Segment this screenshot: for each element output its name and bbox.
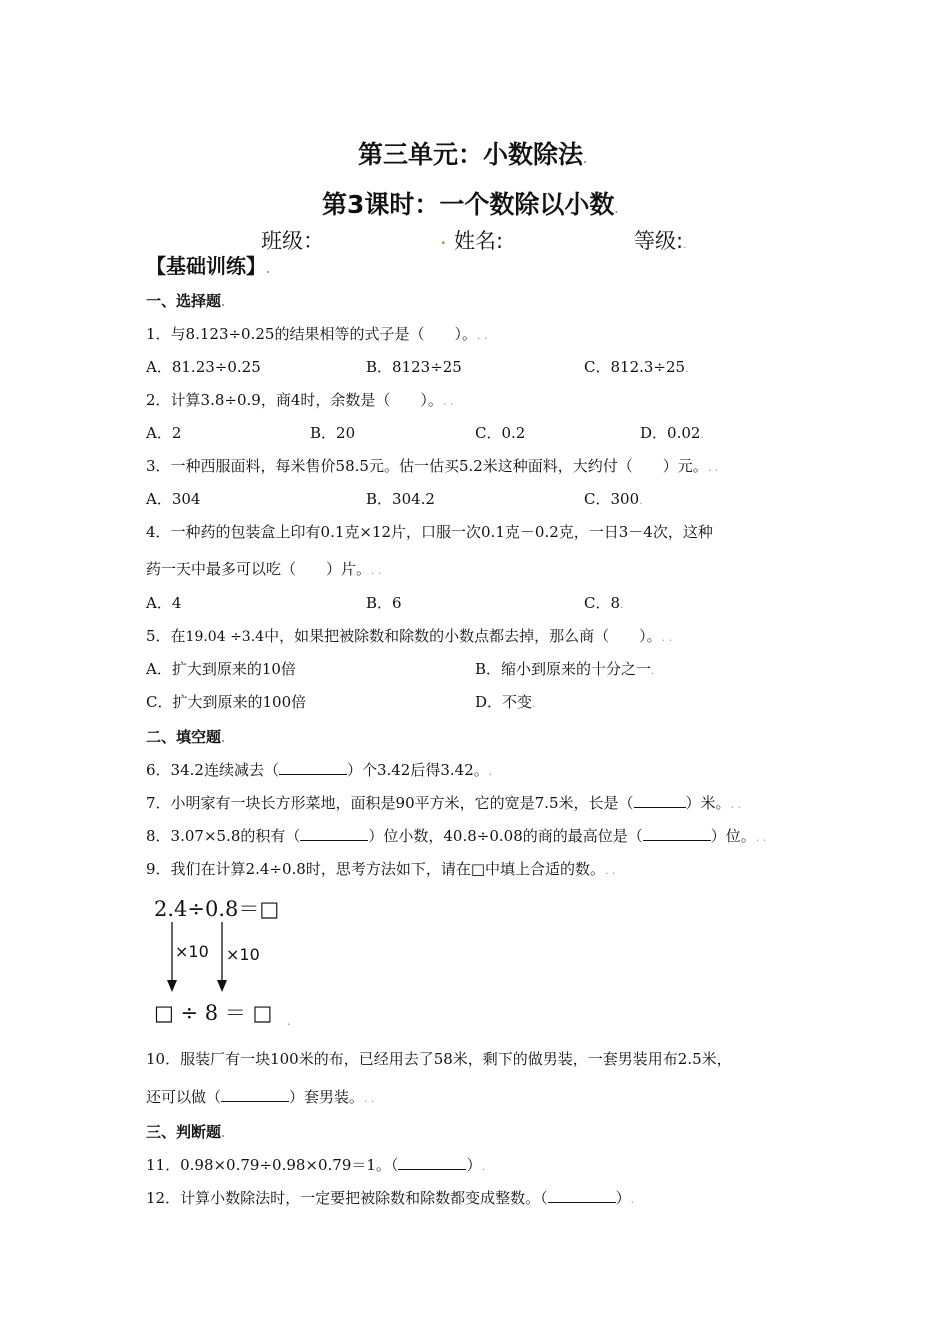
section-choice: 一、选择题. bbox=[146, 292, 226, 310]
q4-option-a: A．4 bbox=[146, 594, 182, 612]
q5-option-b: B．缩小到原来的十分之一. bbox=[475, 660, 655, 678]
q1-option-c: C．812.3÷25. bbox=[584, 358, 689, 376]
lesson-title: 第3课时：一个数除以小数. bbox=[322, 190, 619, 219]
q2-option-d: D．0.02. bbox=[640, 424, 704, 442]
q4-stem-line1: 4．一种药的包装盒上印有0.1克×12片，口服一次0.1克－0.2克，一日3－4次，这种 bbox=[146, 523, 713, 541]
q11: 11．0.98×0.79÷0.98×0.79＝1。（ ）. bbox=[146, 1156, 485, 1174]
q3-option-c: C．300. bbox=[584, 490, 643, 508]
q6: 6．34.2连续减去（ ）个3.42后得3.42。. bbox=[146, 761, 493, 779]
q1-stem: 1．与8.123÷0.25的结果相等的式子是（ ）。. . bbox=[146, 325, 488, 343]
diagram-top-equation: 2.4÷0.8＝□ bbox=[154, 897, 280, 921]
arrowhead-2-icon bbox=[217, 980, 227, 992]
q8-answer-blank-1[interactable] bbox=[300, 826, 368, 841]
diagram-tick-mark: ˛ bbox=[286, 1013, 292, 1026]
q4-stem-line2: 药一天中最多可以吃（ ）片。. . bbox=[146, 560, 382, 578]
q3-stem: 3．一种西服面料，每米售价58.5元。估一估买5.2米这种面料，大约付（ ）元。. . bbox=[146, 457, 719, 475]
q12-answer-blank[interactable] bbox=[548, 1188, 616, 1203]
q10-line2: 还可以做（ ）套男装。. . bbox=[146, 1088, 375, 1106]
unit-title: 第三单元：小数除法. bbox=[358, 140, 588, 169]
q1-option-a: A．81.23÷0.25 bbox=[146, 358, 261, 376]
q7: 7．小明家有一块长方形菜地，面积是90平方米，它的宽是7.5米，长是（ ）米。. . bbox=[146, 794, 742, 812]
q2-option-a: A．2 bbox=[146, 424, 182, 442]
grade-label: 等级:. bbox=[634, 229, 687, 253]
arrow2-label: ×10 bbox=[226, 945, 260, 964]
q12: 12．计算小数除法时，一定要把被除数和除数都变成整数。（ ）. bbox=[146, 1189, 635, 1207]
section-fill: 二、填空题. bbox=[146, 728, 226, 746]
q4-option-b: B．6 bbox=[366, 594, 402, 612]
q3-option-b: B．304.2 bbox=[366, 490, 435, 508]
q5-expression: 19.04 ÷3.4 bbox=[185, 629, 265, 645]
q10-line1: 10．服装厂有一块100米的布，已经用去了58米，剩下的做男装，一套男装用布2.5米， bbox=[146, 1050, 732, 1068]
arrow1-label: ×10 bbox=[175, 942, 209, 961]
q5-option-d: D．不变. bbox=[475, 693, 536, 711]
q8: 8．3.07×5.8的积有（ ）位小数，40.8÷0.08的商的最高位是（ ）位。. . bbox=[146, 827, 767, 845]
section-judge: 三、判断题. bbox=[146, 1123, 226, 1141]
q10-answer-blank[interactable] bbox=[221, 1087, 289, 1102]
q9-stem: 9．我们在计算2.4÷0.8时，思考方法如下，请在□中填上合适的数。. . bbox=[146, 860, 616, 878]
q2-stem: 2．计算3.8÷0.9，商4时，余数是（ ）。. . bbox=[146, 391, 454, 409]
q5-option-a: A．扩大到原来的10倍 bbox=[146, 660, 296, 678]
q7-answer-blank[interactable] bbox=[634, 793, 686, 808]
class-label: 班级： bbox=[261, 229, 324, 253]
q8-answer-blank-2[interactable] bbox=[643, 826, 711, 841]
name-label: 姓名: bbox=[454, 229, 504, 253]
q5-stem: 5．在19.04 ÷3.4中，如果把被除数和除数的小数点都去掉，那么商（ ）。. . bbox=[146, 627, 673, 645]
basic-training-heading: 【基础训练】. bbox=[146, 254, 271, 278]
q1-option-b: B．8123÷25 bbox=[366, 358, 462, 376]
q11-answer-blank[interactable] bbox=[398, 1155, 466, 1170]
diagram-bottom-equation: □ ÷ 8 ＝ □ bbox=[154, 1001, 273, 1025]
q6-answer-blank[interactable] bbox=[279, 760, 347, 775]
separator-dot: . bbox=[440, 225, 447, 249]
q3-option-a: A．304 bbox=[146, 490, 201, 508]
arrowhead-1-icon bbox=[167, 980, 177, 992]
q2-option-c: C．0.2 bbox=[475, 424, 526, 442]
q5-option-c: C．扩大到原来的100倍 bbox=[146, 693, 307, 711]
q2-option-b: B．20 bbox=[310, 424, 356, 442]
q4-option-c: C．8. bbox=[584, 594, 624, 612]
